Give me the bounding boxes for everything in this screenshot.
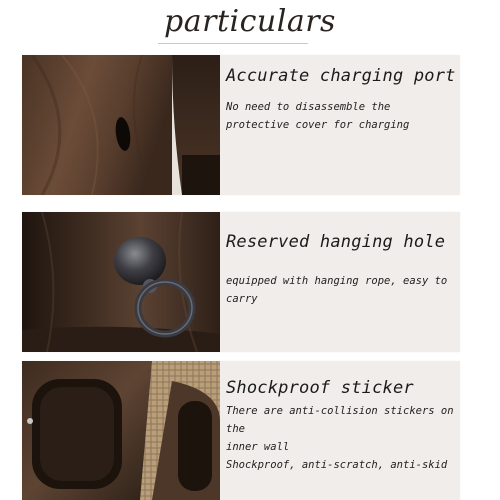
- feature-description-line: There are anti-collision stickers on the: [226, 405, 454, 435]
- feature-description-line: No need to disassemble the: [226, 101, 391, 113]
- feature-description-line: inner wall: [226, 441, 290, 453]
- page-title: particulars: [164, 4, 336, 39]
- feature-description-line: equipped with hanging rope, easy to carry: [226, 275, 448, 305]
- feature-heading: Accurate charging port: [226, 66, 456, 86]
- case-interior-photo: [22, 361, 220, 500]
- feature-description: [226, 272, 456, 308]
- feature-charging-port: [22, 55, 460, 195]
- feature-description: [226, 98, 456, 134]
- feature-description-line: Shockproof, anti-scratch, anti-skid: [226, 459, 448, 471]
- feature-description: [226, 402, 456, 474]
- title-underline: [158, 43, 308, 44]
- feature-hanging-hole: [22, 212, 460, 352]
- charging-port-photo: [22, 55, 220, 195]
- feature-heading: Reserved hanging hole: [226, 232, 446, 252]
- feature-shockproof-sticker: [22, 361, 460, 500]
- hanging-ring-photo: [22, 212, 220, 352]
- feature-description-line: protective cover for charging: [226, 119, 410, 131]
- feature-heading: Shockproof sticker: [226, 378, 414, 398]
